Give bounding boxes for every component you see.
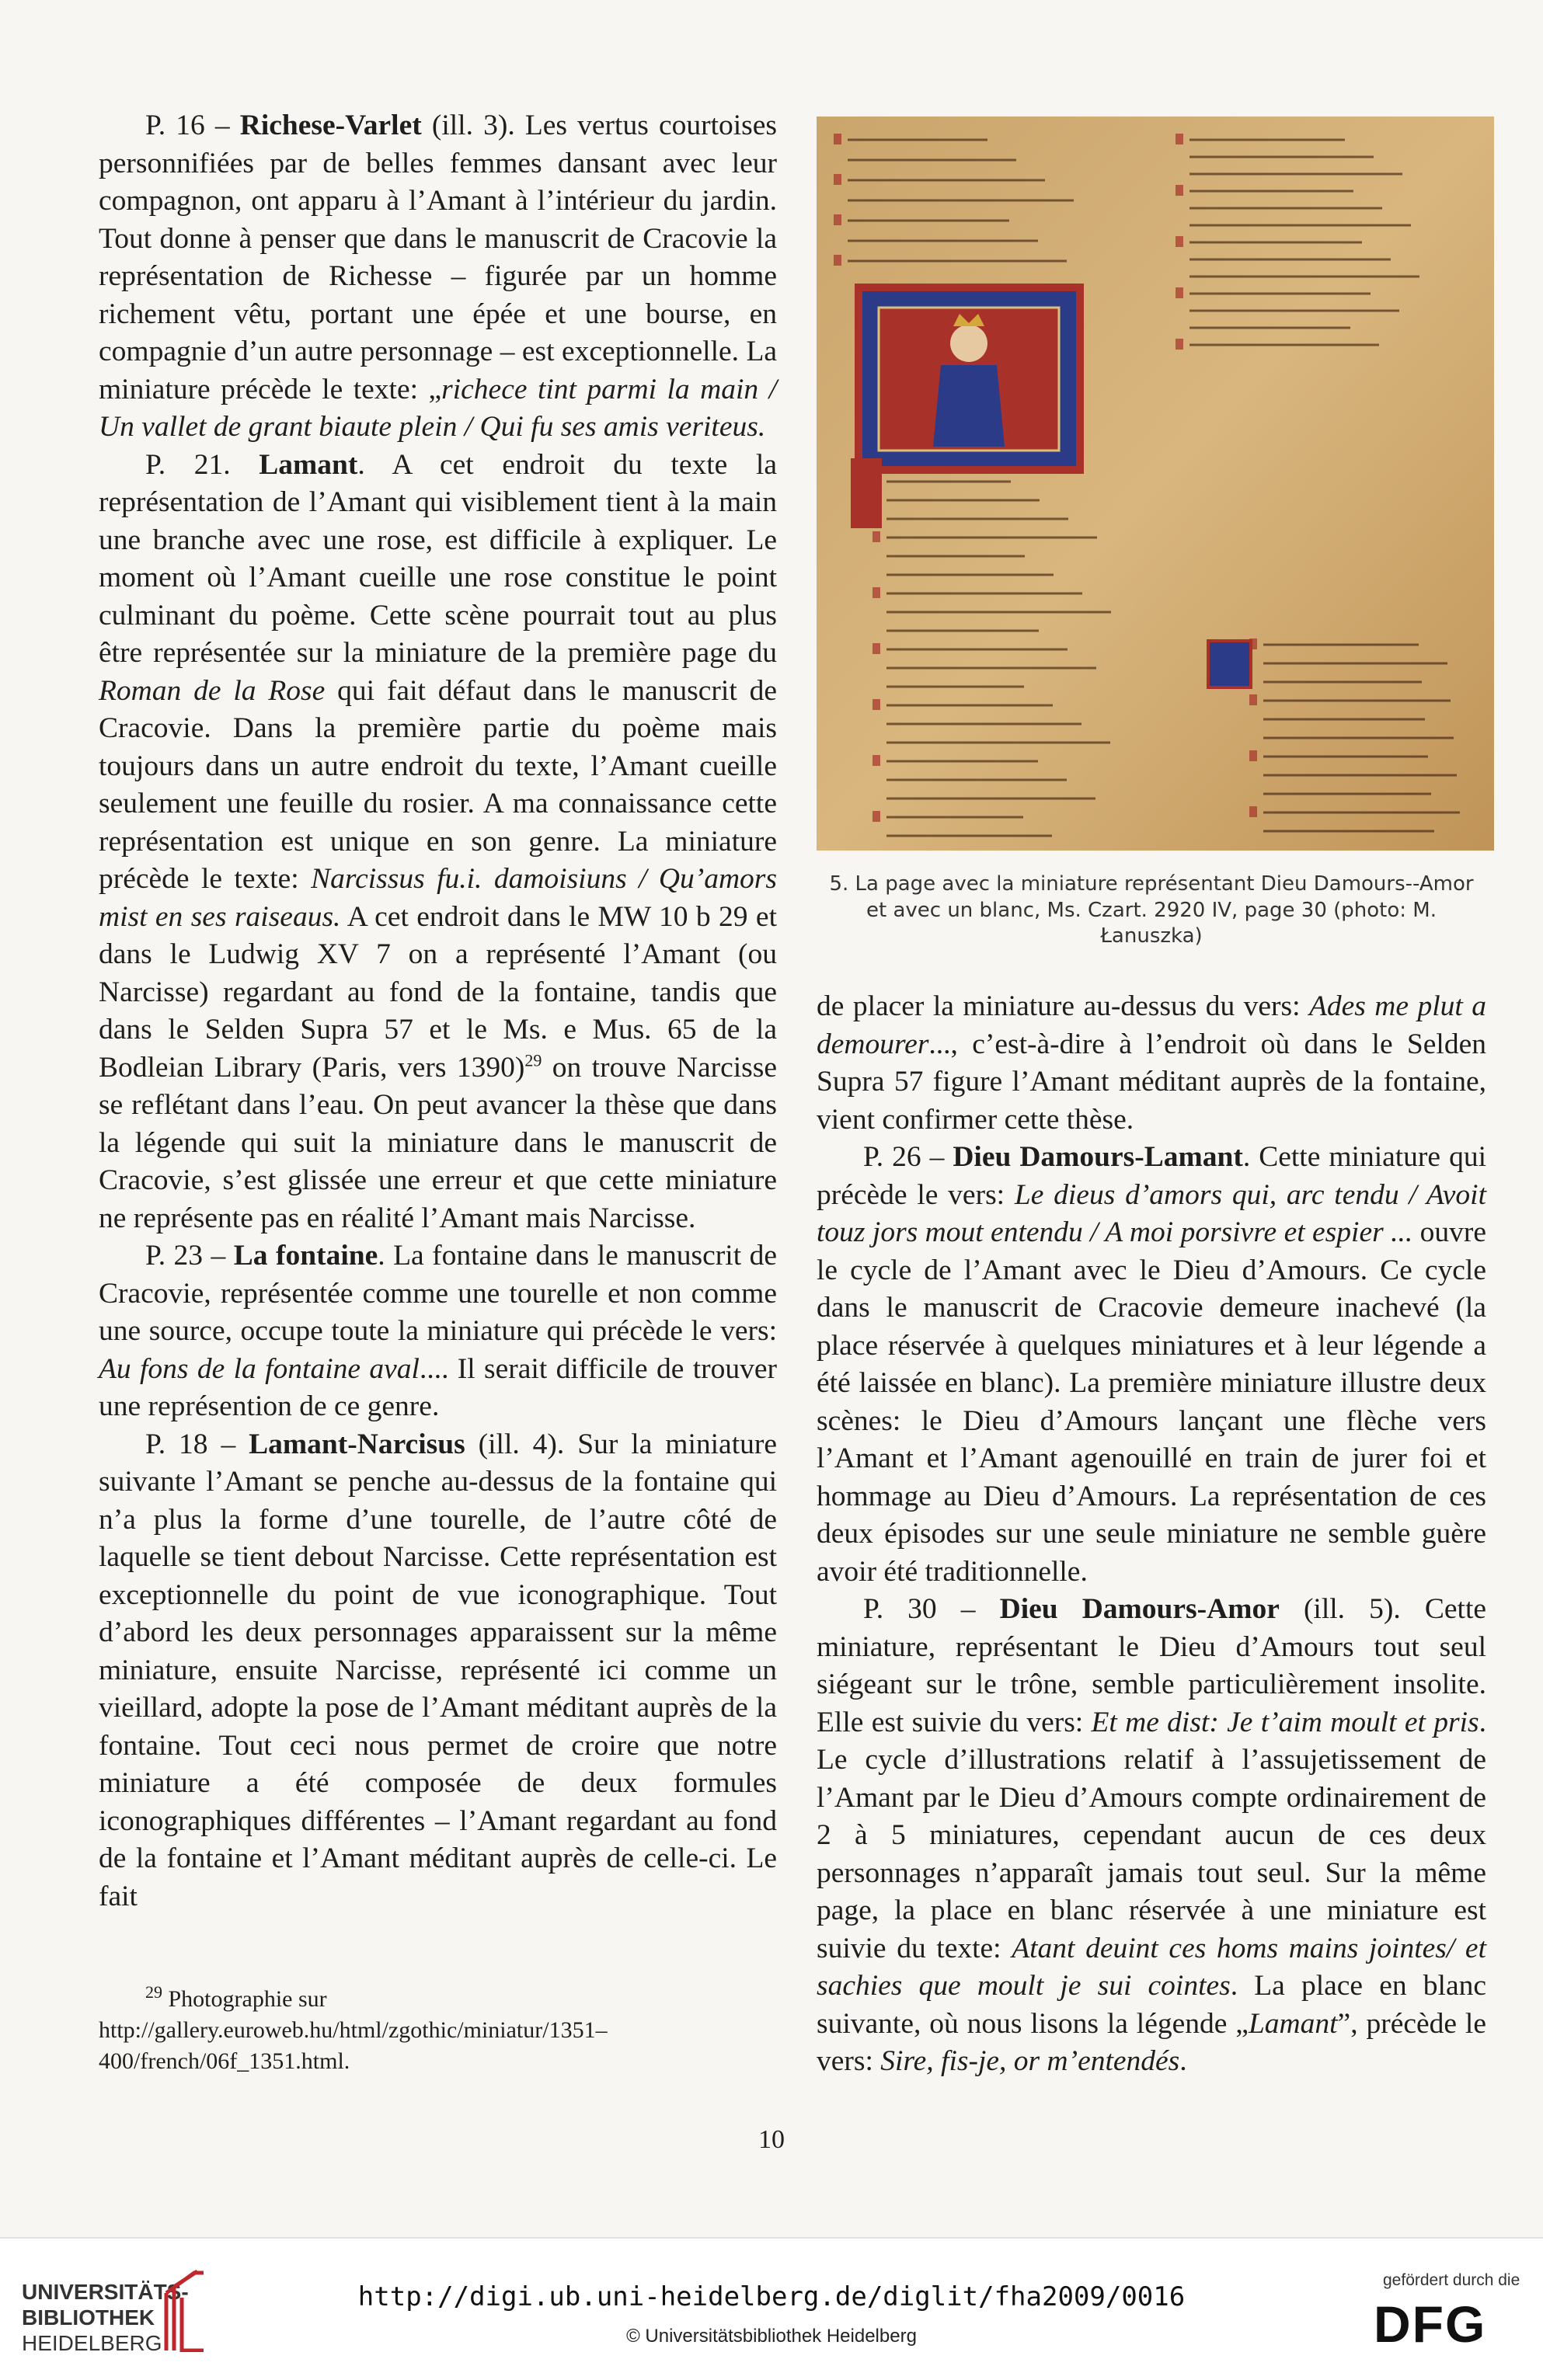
footnote: $^{29}$ Photographie sur http://gallery.euroweb.hu/html/zgothic/miniatur/1351–400/french/06f_1351.html. (99, 1982, 608, 2074)
page-number: 10 (758, 2125, 785, 2154)
figure-caption: 5. La page avec la miniature représentant Dieu Damours--Amor et avec un blanc, Ms. Czart. 2920 IV, page 30 (photo: M. Łanuszka) (829, 872, 1474, 948)
dfg-funding-note: gefördert durch die (1383, 2271, 1520, 2289)
paragraph-dieu-damours-amor: P. 30 – Dieu Damours-Amor (ill. 5). Cette miniature, représentant le Dieu d’Amours tout seul siégeant sur le trône, semble particulièrement insolite. Elle est suivie du vers: Et me dist: Je t’aim moult et pris. Le cycle d’illustrations relatif à l’assujetissement de l’Amant par le Dieu d’Amours compte ordinairement de 2 à 5 miniatures, cependant aucun de ces deux personnages n’apparaît jamais tout seul. Sur la même page, la place en blanc réservée à une miniature est suivie du texte: Atant deuint ces homs mains jointes/ et sachies que moult je sui cointes. La place en blanc suivante, où nous lisons la légende „Lamant”, précède le vers: Sire, fis-je, or m’entendés. (817, 1593, 1487, 2077)
document-url-link[interactable]: http://digi.ub.uni-heidelberg.de/diglit/fha2009/0016 (357, 2281, 1186, 2312)
initial-letter (1208, 641, 1251, 687)
paragraph-la-fontaine: P. 23 – La fontaine. La fontaine dans le manuscrit de Cracovie, représentée comme une tourelle et non comme une source, occupe toute la miniature qui précède le vers: Au fons de la fontaine aval.... Il serait difficile de trouver une représention de ce genre. (99, 1240, 777, 1422)
footer-bar (0, 2237, 1543, 2380)
footnote-ref: 29 (524, 1050, 542, 1070)
library-name: UNIVERSITÄTS- BIBLIOTHEK HEIDELBERG (22, 2280, 189, 2355)
manuscript-illustration (817, 117, 1494, 851)
right-column (817, 988, 1486, 2081)
dfg-logo: DFG (1374, 2295, 1487, 2353)
paragraph-dieu-damours-lamant: P. 26 – Dieu Damours-Lamant. Cette miniature qui précède le vers: Le dieus d’amors qui, arc tendu / Avoit touz jors mout entendu / A moi porsivre et espier ... ouvre le cycle de l’Amant avec le Dieu d’Amours. Ce cycle dans le manuscrit de Cracovie demeure inachevé (la place réservée à quelques miniatures et à leur légende a été laissée en blanc). La première miniature illustre deux scènes: le Dieu d’Amours lançant une flèche vers l’Amant et l’Amant agenouillé en train de jurer foi et hommage au Dieu d’Amours. La représentation de ces deux épisodes sur une seule miniature ne semble guère avoir été traditionnelle. (817, 1141, 1486, 1588)
paragraph-lamant-narcisus: P. 18 – Lamant-Narcisus (ill. 4). Sur la miniature suivante l’Amant se penche au-dessus de la fontaine qui n’a plus la forme d’une tourelle, de l’autre côté de laquelle se tient debout Narcisse. Cette représentation est exceptionnelle du point de vue iconographique. Tout d’abord les deux personnages apparaissent sur la même miniature, ensuite Narcisse, représenté ici comme un vieillard, adopte la pose de l’Amant méditant auprès de la fontaine. Tout ceci nous permet de croire que notre miniature a été composée de deux formules iconographiques différentes – l’Amant regardant au fond de la fontaine et l’Amant méditant auprès de celle-ci. Le fait (99, 1428, 777, 1912)
copyright-notice: © Universitätsbibliothek Heidelberg (626, 2326, 917, 2347)
paragraph-continuation: de placer la miniature au-dessus du vers: Ades me plut a demourer..., c’est-à-dire à l’endroit où dans le Selden Supra 57 figure l’Amant méditant auprès de la fontaine, vient confirmer cette thèse. (817, 990, 1486, 1136)
paragraph-lamant: P. 21. Lamant. A cet endroit du texte la représentation de l’Amant qui visiblement tient à la main une branche avec une rose, est difficile à expliquer. Le moment où l’Amant cueille une rose constitue le point culminant du poème. Cette scène pourrait tout au plus être représentée sur la miniature de la première page du Roman de la Rose qui fait défaut dans le manuscrit de Cracovie. Dans la première partie du poème mais toujours dans un autre endroit du texte, l’Amant cueille seulement une feuille du rosier. A ma connaissance cette représentation est unique en son genre. La miniature précède le texte: Narcissus fu.i. damoisiuns / Qu’amors mist en ses raiseaus. A cet endroit dans le MW 10 b 29 et dans le Ludwig XV 7 on a représenté l’Amant (ou Narcisse) regardant au fond de la fontaine, tandis que dans le Selden Supra 57 et le Ms. e Mus. 65 de la Bodleian Library (Paris, vers 1390)$^{29}$ on trouve Narcisse se reflétant dans l’eau. On peut avancer la thèse que dans la légende qui suit la miniature dans le manuscrit de Cracovie, s’est glissée une erreur et que cette miniature ne représente pas en réalité l’Amant mais Narcisse. (99, 448, 777, 1234)
left-column (99, 107, 777, 1915)
paragraph-richese-varlet: P. 16 – Richese-Varlet (ill. 3). Les vertus courtoises personnifiées par de belles femmes dansant avec leur compagnon, ont apparu à l’Amant à l’intérieur du jardin. Tout donne à penser que dans le manuscrit de Cracovie la représentation de Richesse – figurée par un homme richement vêtu, portant une épée et une bourse, en compagnie d’un autre personnage – est exceptionnelle. La miniature précède le texte: „richece tint parmi la main / Un vallet de grant biaute plein / Qui fu ses amis veriteus. (99, 110, 777, 443)
